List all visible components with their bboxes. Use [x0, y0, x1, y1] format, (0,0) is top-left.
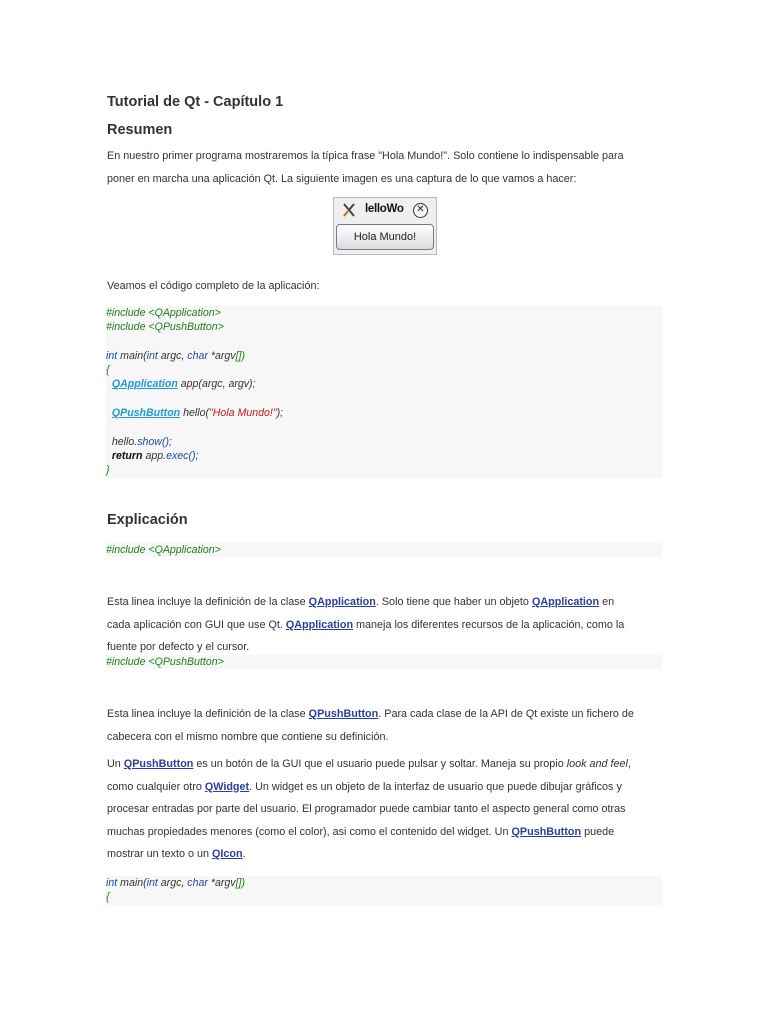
- text-run: puede: [581, 825, 615, 838]
- code-token: *argv: [207, 877, 236, 889]
- code-block-full: [106, 306, 662, 478]
- qpushbutton-link[interactable]: QPushButton: [511, 825, 582, 838]
- text-run: .: [242, 848, 246, 860]
- code-line: [106, 449, 662, 463]
- code-token: int: [106, 877, 118, 889]
- qapplication-link[interactable]: QApplication: [111, 378, 178, 391]
- qapplication-link[interactable]: QApplication: [285, 618, 354, 631]
- code-token: #include <QApplication>: [106, 544, 221, 556]
- code-token: hello.: [111, 435, 138, 448]
- code-token: main(: [117, 349, 147, 362]
- code-block-include-qpushbutton: [106, 655, 662, 669]
- paragraph-line: [107, 703, 667, 726]
- code-token: char: [187, 349, 208, 362]
- text-run: mostrar un texto o un: [107, 848, 213, 860]
- qapplication-link[interactable]: QApplication: [531, 596, 600, 608]
- text-run: cada aplicación con GUI que use Qt.: [107, 618, 286, 631]
- code-line: [106, 435, 662, 449]
- qpushbutton-link[interactable]: QPushButton: [308, 708, 379, 720]
- qwidget-link[interactable]: QWidget: [204, 780, 250, 793]
- code-line: [106, 306, 662, 320]
- code-line-blank: [106, 420, 662, 434]
- code-token: ;: [252, 378, 256, 391]
- code-token: int: [146, 877, 158, 889]
- section-heading-resumen: Resumen: [107, 122, 173, 138]
- paragraph-line: [107, 821, 667, 844]
- app-screenshot: [333, 197, 437, 255]
- paragraph-line: [107, 753, 667, 776]
- explicacion-paragraph-1: [107, 591, 667, 659]
- text-run: muchas propiedades menores (como el color), asi como el contenido del widget. Un: [107, 825, 512, 838]
- page-title: Tutorial de Qt - Capítulo 1: [107, 94, 284, 110]
- code-token: main(: [117, 877, 147, 889]
- code-token: *argv: [207, 349, 236, 362]
- text-run: Esta linea incluye la definición de la clase: [107, 596, 309, 608]
- section-heading-explicacion: Explicación: [107, 512, 188, 528]
- text-run: en: [599, 596, 615, 608]
- text-run: . Un widget es un objeto de la interfaz de usuario que puede dibujar gráficos y: [249, 780, 622, 793]
- close-circle-icon: ✕: [413, 203, 428, 218]
- code-line: [106, 543, 662, 557]
- app-titlebar: [334, 198, 436, 222]
- paragraph-line: [107, 591, 667, 614]
- code-token: app(argc, argv): [177, 378, 253, 391]
- paragraph-line: [107, 614, 667, 637]
- text-run-italic: look and feel: [566, 758, 628, 770]
- qpushbutton-link[interactable]: QPushButton: [111, 407, 181, 420]
- text-run: . Solo tiene que haber un objeto: [375, 596, 532, 608]
- code-token: char: [187, 877, 208, 889]
- qapplication-link[interactable]: QApplication: [308, 596, 376, 608]
- qicon-link[interactable]: QIcon: [212, 848, 243, 860]
- text-run: Un: [107, 758, 124, 770]
- code-token: "Hola Mundo!": [209, 407, 277, 420]
- text-run: es un botón de la GUI que el usuario puede pulsar y soltar. Maneja su propio: [193, 758, 567, 770]
- code-intro: Veamos el código completo de la aplicación:: [107, 280, 320, 292]
- code-line-blank: [106, 335, 662, 349]
- code-token: );: [276, 407, 284, 420]
- code-token: {: [106, 891, 110, 904]
- code-line: [106, 363, 662, 377]
- code-token: #include <QPushButton>: [106, 321, 224, 334]
- code-line: [106, 655, 662, 669]
- code-line: [106, 890, 662, 904]
- code-token: int: [146, 349, 158, 362]
- code-block-main: [106, 876, 662, 905]
- text-run: maneja los diferentes recursos de la aplicación, como la: [353, 618, 625, 631]
- resumen-line-2: poner en marcha una aplicación Qt. La siguiente imagen es una captura de lo que vamos a hacer:: [107, 172, 577, 185]
- hola-mundo-button: Hola Mundo!: [336, 224, 434, 250]
- qpushbutton-link[interactable]: QPushButton: [123, 758, 194, 770]
- code-token: #include <QApplication>: [106, 307, 221, 319]
- code-line-blank: [106, 392, 662, 406]
- code-token: []): [235, 877, 246, 889]
- qt-x-icon: [342, 203, 356, 217]
- text-run: como cualquier otro: [107, 780, 205, 793]
- paragraph-line: fuente por defecto y el cursor.: [107, 641, 250, 653]
- resumen-paragraph: [107, 145, 667, 190]
- code-line: [106, 377, 662, 391]
- explicacion-paragraph-2: [107, 703, 667, 748]
- code-token: []): [235, 349, 246, 362]
- code-token: #include <QPushButton>: [106, 656, 224, 668]
- code-line: [106, 876, 662, 890]
- code-token: hello(: [180, 407, 210, 420]
- code-token: }: [106, 464, 110, 477]
- code-line: [106, 406, 662, 420]
- paragraph-line: [107, 776, 667, 799]
- code-token: exec();: [166, 449, 199, 462]
- paragraph-line: procesar entradas por parte del usuario. El programador puede cambiar tanto el aspecto general como otras: [107, 803, 626, 815]
- code-token: {: [106, 364, 110, 377]
- resumen-line-1: En nuestro primer programa mostraremos la típica frase "Hola Mundo!". Solo contiene lo indispensable para: [107, 150, 624, 162]
- code-token: return: [111, 449, 143, 462]
- code-line: [106, 463, 662, 477]
- code-line: [106, 349, 662, 363]
- code-block-include-qapplication: [106, 543, 662, 557]
- explicacion-paragraph-3: [107, 753, 667, 866]
- app-window-title: lelloWo: [365, 203, 404, 215]
- code-token: argc,: [157, 877, 188, 889]
- paragraph-line: cabecera con el mismo nombre que contiene su definición.: [107, 730, 389, 743]
- paragraph-line: [107, 843, 667, 866]
- code-token: argc,: [157, 349, 188, 362]
- text-run: ,: [627, 758, 631, 770]
- text-run: Esta linea incluye la definición de la clase: [107, 708, 309, 720]
- code-token: app.: [142, 449, 167, 462]
- code-line: [106, 320, 662, 334]
- text-run: . Para cada clase de la API de Qt existe un fichero de: [378, 708, 634, 720]
- code-token: show();: [137, 435, 172, 448]
- code-token: int: [106, 349, 118, 362]
